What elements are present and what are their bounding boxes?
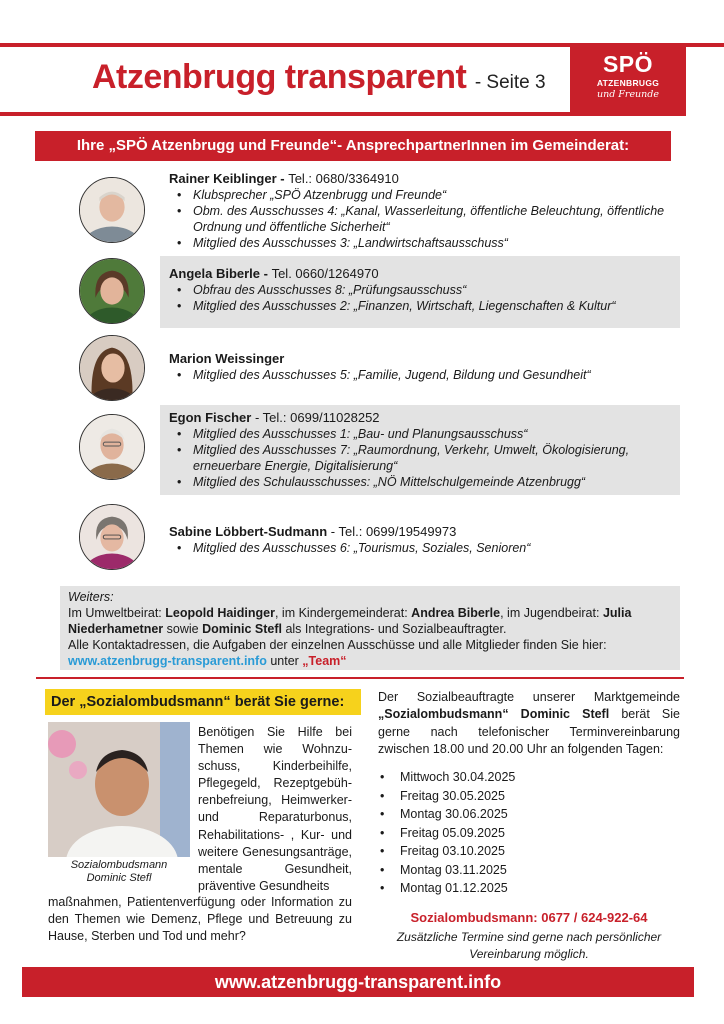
header-bottom-rule xyxy=(0,112,570,116)
member-name: Egon Fischer xyxy=(169,410,252,425)
ombudsman-text-bottom: maßnahmen, Patientenverfügung oder Information zu den Themen wie Demenz, Pflege und Betreuung zu Hause, Sterben und Tod und mehr? xyxy=(48,895,352,944)
member-name-line xyxy=(169,171,680,187)
member-duties xyxy=(169,187,680,251)
duty-item: • Mitglied des Ausschusses 3: „Landwirtschaftsausschuss“ xyxy=(169,235,680,251)
duty-item: • Mitglied des Ausschusses 2: „Finanzen, Wirtschaft, Liegenschaften & Kultur“ xyxy=(169,298,680,314)
date-item: • Mittwoch 30.04.2025 xyxy=(378,768,680,787)
section-banner: Ihre „SPÖ Atzenbrugg und Freunde“- AnsprechpartnerInnen im Gemeinderat: xyxy=(35,131,671,161)
duty-item: • Mitglied des Ausschusses 6: „Tourismus, Soziales, Senioren“ xyxy=(169,540,680,556)
duty-item: • Obm. des Ausschusses 4: „Kanal, Wasserleitung, öffentliche Beleuchtung, öffentliche Ordnung und öffentliche Sicherheit“ xyxy=(169,203,680,235)
date-item: • Freitag 05.09.2025 xyxy=(378,824,680,843)
member-contact: - Tel.: 0699/11028252 xyxy=(251,410,380,425)
text-part: , im Kindergemeinderat: xyxy=(274,606,412,620)
ombudsman-schedule xyxy=(378,689,680,963)
avatar-rainer-keiblinger xyxy=(79,177,145,243)
date-item: • Montag 30.06.2025 xyxy=(378,805,680,824)
ombudsman-heading: Der „Sozialombudsmann“ berät Sie gerne: xyxy=(45,689,361,715)
member-name-line xyxy=(169,266,680,282)
date-item: • Freitag 30.05.2025 xyxy=(378,787,680,806)
person-name: Andrea Biberle xyxy=(411,606,501,620)
caption-name: Dominic Stefl xyxy=(86,872,152,884)
avatar-egon-fischer xyxy=(79,414,145,480)
member-name: Rainer Keiblinger - xyxy=(169,171,289,186)
member-contact: Tel. 0660/1264970 xyxy=(271,266,379,281)
ombudsman-photo xyxy=(48,722,190,857)
further-info-link-line xyxy=(68,653,672,669)
further-info-text xyxy=(68,605,672,637)
page-number: - Seite 3 xyxy=(474,72,546,93)
page-title xyxy=(92,58,546,97)
avatar-angela-biberle xyxy=(79,258,145,324)
member-name: Marion Weissinger xyxy=(169,351,285,366)
ombudsman-name: „Sozialombudsmann“ Dominic Stefl xyxy=(378,707,610,722)
member-name-line xyxy=(169,351,680,367)
ombudsman-phone: Sozialombudsmann: 0677 / 624-922-64 xyxy=(410,909,648,925)
further-info-line: Alle Kontaktadressen, die Aufgaben der einzelnen Ausschüsse und alle Mitglieder finden Sie hier: xyxy=(68,638,607,652)
footer-website[interactable]: www.atzenbrugg-transparent.info xyxy=(22,967,694,997)
further-info-box xyxy=(60,586,680,670)
date-item: • Montag 01.12.2025 xyxy=(378,879,680,898)
person-name: Dominic Stefl xyxy=(202,622,282,636)
duty-item: • Klubsprecher „SPÖ Atzenbrugg und Freunde“ xyxy=(169,187,680,203)
spo-logo xyxy=(570,43,686,116)
ombudsman-text-side: Benötigen Sie Hilfe bei Themen wie Wohnzuschuss, Kinderbeihilfe, Pflegegeld, Rezeptgebührenbefreiung, Heimwerker- und Reparaturbonus, Rehabilitations- , Kur- und weitere Genesungsanträge, mentale Gesundheit, präventive Gesundheits xyxy=(198,725,352,893)
member-name-line xyxy=(169,410,680,426)
date-item: • Freitag 03.10.2025 xyxy=(378,842,680,861)
text-part: Im Umweltbeirat: xyxy=(68,606,166,620)
text-part: als Integrations- und Sozialbeauftragter. xyxy=(281,622,507,636)
logo-town-text: ATZENBRUGG xyxy=(596,78,660,88)
text-part: Der Sozialbeauftragte unserer Marktgemeinde xyxy=(378,690,680,704)
member-card xyxy=(160,522,680,562)
section-divider xyxy=(36,677,684,679)
avatar-sabine-loebbert-sudmann xyxy=(79,504,145,570)
member-duties xyxy=(169,426,680,490)
text-part: berät Sie gerne nach telefonischer Terminvereinbarung zwischen 18.00 und 20.00 Uhr an folgenden Tagen: xyxy=(378,707,680,756)
member-contact: Tel.: 0680/3364910 xyxy=(288,171,399,186)
member-duties xyxy=(169,282,680,314)
photo-caption xyxy=(46,859,192,885)
date-item: • Montag 03.11.2025 xyxy=(378,861,680,880)
duty-item: • Mitglied des Ausschusses 5: „Familie, Jugend, Bildung und Gesundheit“ xyxy=(169,367,680,383)
member-name: Sabine Löbbert-Sudmann xyxy=(169,524,328,539)
person-name: Leopold Haidinger xyxy=(165,606,275,620)
website-link[interactable]: www.atzenbrugg-transparent.info xyxy=(68,654,267,668)
member-duties xyxy=(169,540,680,556)
further-info-lead: Weiters: xyxy=(68,590,114,604)
schedule-intro xyxy=(378,689,680,758)
member-card xyxy=(160,405,680,495)
duty-item: • Obfrau des Ausschusses 8: „Prüfungsausschuss“ xyxy=(169,282,680,298)
duty-item: • Mitglied des Ausschusses 1: „Bau- und Planungsausschuss“ xyxy=(169,426,680,442)
title-text: Atzenbrugg transparent xyxy=(92,58,467,96)
ombudsman-note: Zusätzliche Termine sind gerne nach persönlicher Vereinbarung möglich. xyxy=(396,929,662,961)
date-list xyxy=(378,768,680,898)
logo-tagline-text: und Freunde xyxy=(596,89,660,100)
member-contact: - Tel.: 0699/19549973 xyxy=(327,524,457,539)
text-part: , im Jugendbeirat: xyxy=(500,606,603,620)
logo-spo-text: SPÖ xyxy=(602,51,654,77)
duty-item: • Mitglied des Schulausschusses: „NÖ Mittelschulgemeinde Atzenbrugg“ xyxy=(169,474,680,490)
person-name: Julia Niederhametner xyxy=(68,606,632,636)
avatar-marion-weissinger xyxy=(79,335,145,401)
member-duties xyxy=(169,367,680,383)
member-card xyxy=(160,256,680,328)
team-link[interactable]: „Team“ xyxy=(302,654,347,668)
text-part: unter xyxy=(266,654,303,668)
member-card xyxy=(160,335,680,399)
duty-item: • Mitglied des Ausschusses 7: „Raumordnung, Verkehr, Umwelt, Ökologisierung, erneuerbare Energie, Digitalisierung“ xyxy=(169,442,680,474)
member-card xyxy=(160,171,680,253)
caption-role: Sozialombudsmann xyxy=(70,859,168,871)
text-part: sowie xyxy=(163,622,203,636)
member-name: Angela Biberle - xyxy=(169,266,272,281)
member-name-line xyxy=(169,524,680,540)
